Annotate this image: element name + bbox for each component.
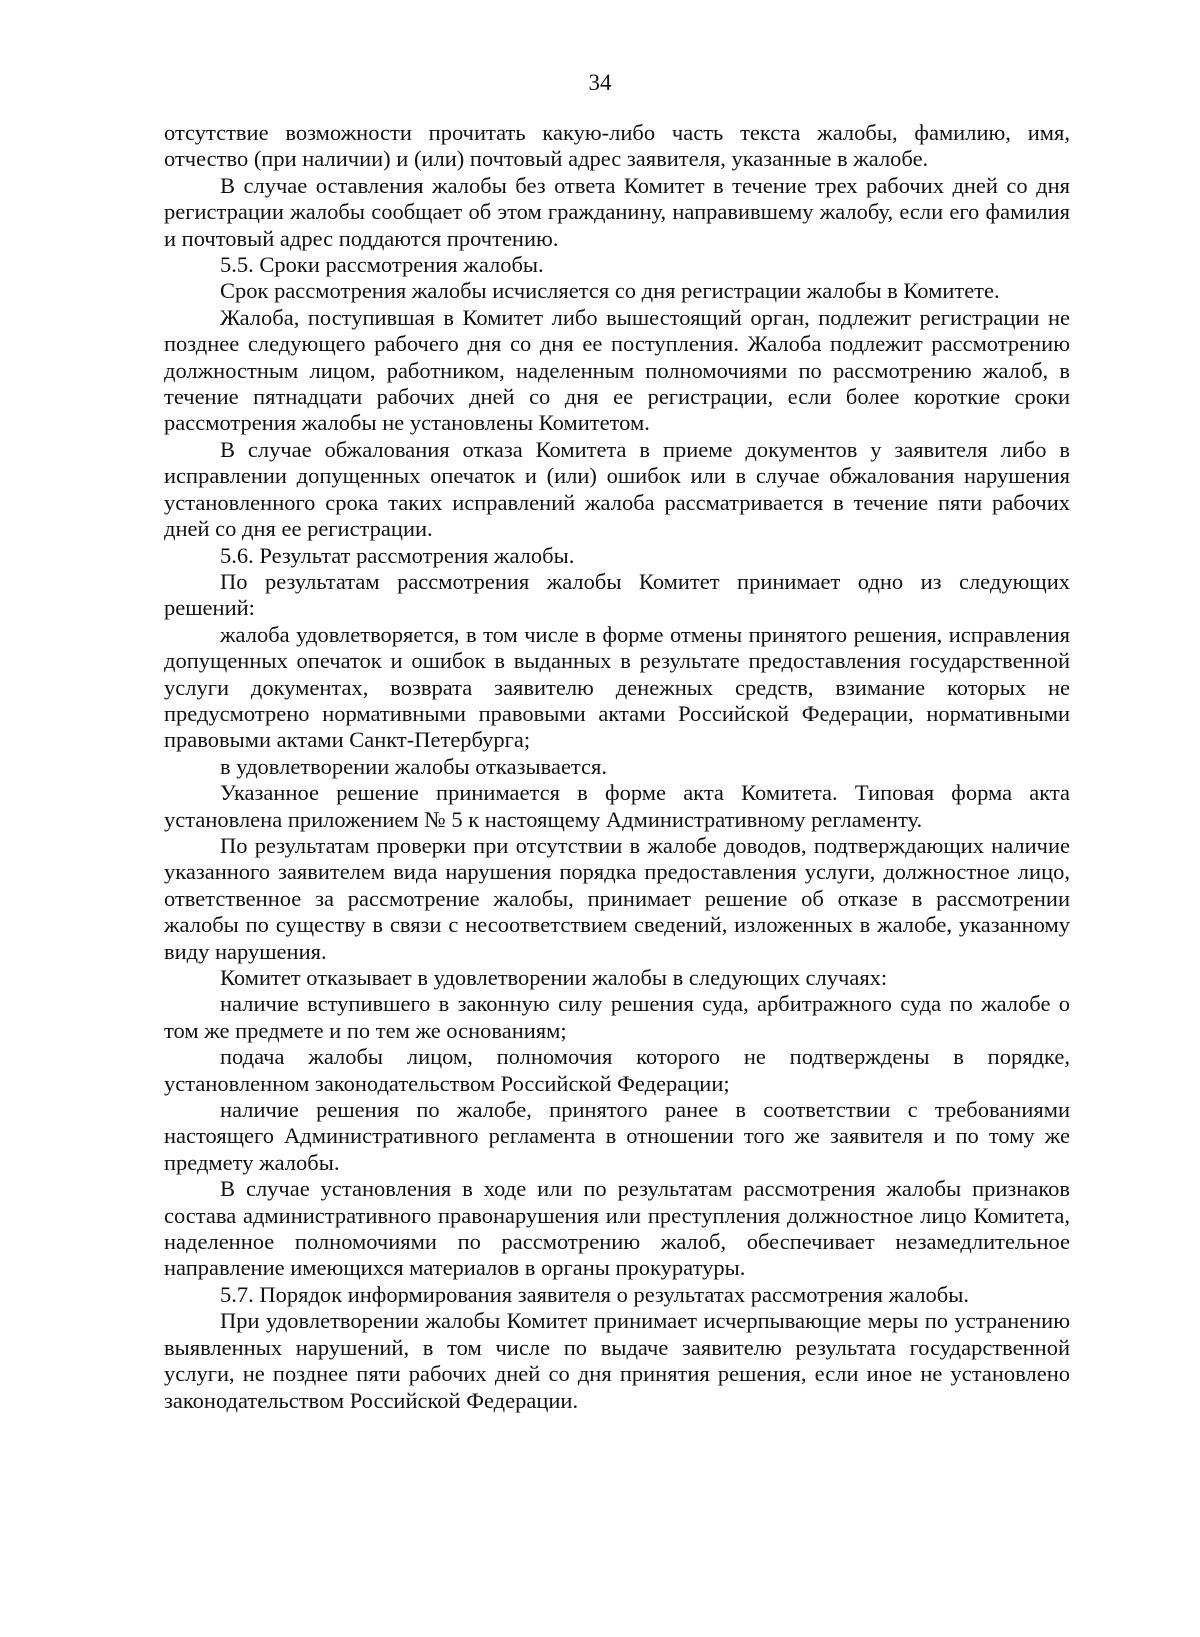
paragraph-continuation: отсутствие возможности прочитать какую-либо часть текста жалобы, фамилию, имя, отчество (при наличии) и (или) почтовый адрес заявителя, указанные в жалобе.: [164, 120, 1070, 172]
page-number: 34: [588, 70, 612, 95]
list-item: наличие вступившего в законную силу решения суда, арбитражного суда по жалобе о том же предмете и по тем же основаниям;: [164, 991, 1070, 1043]
list-item: наличие решения по жалобе, принятого ранее в соответствии с требованиями настоящего Административного регламента в отношении того же заявителя и по тому же предмету жалобы.: [164, 1097, 1070, 1175]
paragraph: Указанное решение принимается в форме акта Комитета. Типовая форма акта установлена приложением № 5 к настоящему Административному регламенту.: [164, 780, 1070, 832]
paragraph: Срок рассмотрения жалобы исчисляется со дня регистрации жалобы в Комитете.: [220, 278, 1000, 304]
paragraph: По результатам рассмотрения жалобы Комитет принимает одно из следующих решений:: [164, 568, 1070, 621]
paragraph: В случае оставления жалобы без ответа Комитет в течение трех рабочих дней со дня регистрации жалобы сообщает об этом гражданину, направившему жалобу, если его фамилия и почтовый адрес поддаются прочтению.: [164, 172, 1070, 251]
list-item: подача жалобы лицом, полномочия которого не подтверждены в порядке, установленном законодательством Российской Федерации;: [164, 1044, 1070, 1096]
paragraph: В случае обжалования отказа Комитета в приеме документов у заявителя либо в исправлении допущенных опечаток и (или) ошибок или в случае обжалования нарушения установленного срока таких исправлений жалоба рассматривается в течение пяти рабочих дней со дня ее регистрации.: [164, 436, 1070, 542]
section-heading-5-7: 5.7. Порядок информирования заявителя о результатах рассмотрения жалобы.: [220, 1281, 969, 1307]
paragraph: Комитет отказывает в удовлетворении жалобы в следующих случаях:: [220, 965, 888, 990]
paragraph: При удовлетворении жалобы Комитет принимает исчерпывающие меры по устранению выявленных нарушений, в том числе по выдаче заявителю результата государственной услуги, не позднее пяти рабочих дней со дня принятия решения, если иное не установлено законодательством Российской Федерации.: [164, 1308, 1070, 1413]
paragraph: По результатам проверки при отсутствии в жалобе доводов, подтверждающих наличие указанного заявителем вида нарушения порядка предоставления услуги, должностное лицо, ответственное за рассмотрение жалобы, принимает решение об отказе в рассмотрении жалобы по существу в связи с несоответствием сведений, изложенных в жалобе, указанному виду нарушения.: [164, 832, 1070, 964]
paragraph: В случае установления в ходе или по результатам рассмотрения жалобы признаков состава административного правонарушения или преступления должностное лицо Комитета, наделенное полномочиями по рассмотрению жалоб, обеспечивает незамедлительное направление имеющихся материалов в органы прокуратуры.: [164, 1176, 1070, 1281]
paragraph: Жалоба, поступившая в Комитет либо вышестоящий орган, подлежит регистрации не позднее следующего рабочего дня со дня ее поступления. Жалоба подлежит рассмотрению должностным лицом, работником, наделенным полномочиями по рассмотрению жалоб, в течение пятнадцати рабочих дней со дня ее регистрации, если более короткие сроки рассмотрения жалобы не установлены Комитетом.: [164, 304, 1070, 436]
list-item: жалоба удовлетворяется, в том числе в форме отмены принятого решения, исправления допущенных опечаток и ошибок в выданных в результате предоставления государственной услуги документах, возврата заявителю денежных средств, взимание которых не предусмотрено нормативными правовыми актами Российской Федерации, нормативными правовыми актами Санкт-Петербурга;: [164, 621, 1070, 753]
section-heading-5-6: 5.6. Результат рассмотрения жалобы.: [220, 542, 575, 568]
document-body: [164, 120, 1070, 1414]
list-item: в удовлетворении жалобы отказывается.: [220, 753, 607, 779]
section-heading-5-5: 5.5. Сроки рассмотрения жалобы.: [220, 252, 544, 278]
